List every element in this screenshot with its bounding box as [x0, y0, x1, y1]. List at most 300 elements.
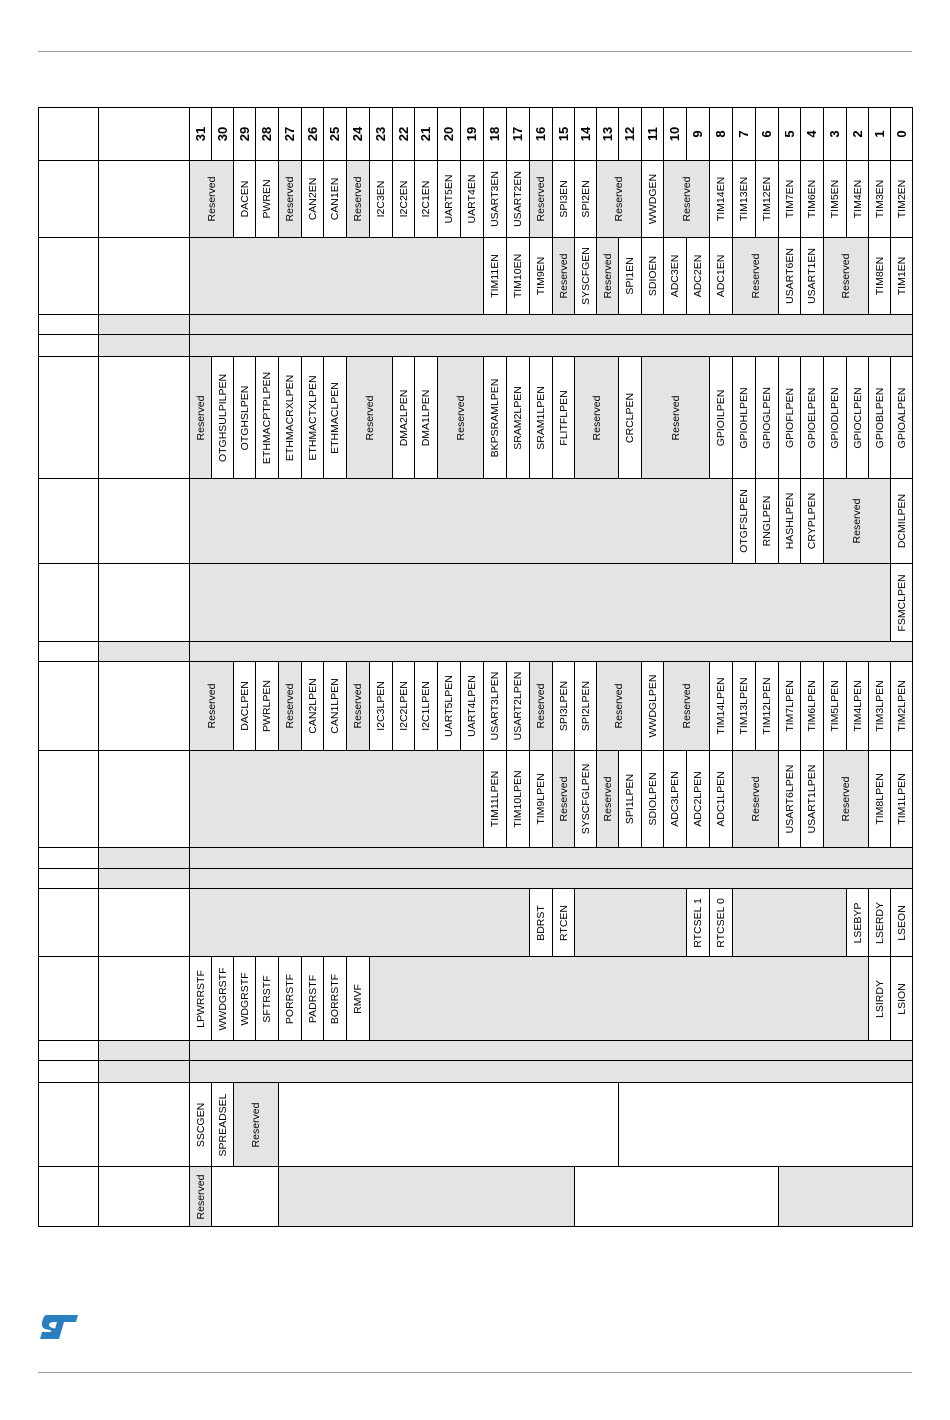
field-label: 5: [781, 130, 797, 138]
field-label: 1: [871, 130, 887, 138]
register-name-cell: [98, 314, 190, 335]
bit-field: [506, 661, 530, 751]
register-name-cell: [98, 334, 190, 357]
bit-field: [641, 160, 664, 238]
reserved-field: [596, 750, 619, 848]
field-label: HASHLPEN: [783, 492, 796, 550]
bit-number-header: [618, 107, 642, 161]
offset-cell: [38, 563, 99, 642]
bit-field: [301, 661, 324, 751]
bit-field: [846, 160, 869, 238]
spacer-row: [189, 1040, 913, 1061]
field-label: TIM10EN: [512, 253, 524, 299]
bit-field: [823, 661, 847, 751]
bit-field: [552, 160, 575, 238]
field-label: GPIOHLPEN: [738, 386, 750, 449]
field-label: Reserved: [352, 683, 364, 729]
offset-cell: [38, 888, 99, 957]
field-label: CAN1LPEN: [329, 678, 341, 734]
bit-field: [890, 356, 913, 479]
offset-cell: [38, 1166, 99, 1227]
reserved-field: [278, 160, 302, 238]
bit-field: [618, 356, 642, 479]
field-label: FLITFLPEN: [557, 389, 570, 446]
bit-number-header: [846, 107, 869, 161]
field-label: TIM1LPEN: [895, 773, 908, 825]
bit-field: [552, 661, 575, 751]
bit-field: [778, 750, 801, 848]
field-label: USART2LPEN: [512, 671, 524, 741]
field-label: GPIOILPEN: [715, 389, 727, 446]
field-label: Reserved: [840, 776, 852, 822]
reserved-field: [823, 750, 869, 848]
st-logo: [38, 1312, 80, 1342]
register-name-cell: [98, 478, 190, 564]
offset-cell: [38, 661, 99, 751]
bit-field: [686, 888, 710, 957]
bit-field: [890, 888, 913, 957]
field-label: Reserved: [601, 776, 614, 822]
field-label: TIM11EN: [489, 254, 501, 298]
bit-field: [574, 160, 597, 238]
field-label: WWDGRSTF: [216, 967, 229, 1030]
bit-field: [233, 356, 256, 479]
field-label: SRAM1LPEN: [535, 385, 547, 450]
field-label: TIM3EN: [873, 179, 886, 219]
bit-number-header: [211, 107, 234, 161]
field-label: WDGRSTF: [238, 971, 251, 1026]
offset-cell: [38, 956, 99, 1041]
field-label: ETHMACLPEN: [329, 381, 341, 454]
offset-cell: [38, 356, 99, 479]
bit-field: [890, 563, 913, 642]
register-name-cell: [98, 750, 190, 848]
register-name-cell: [98, 160, 190, 238]
field-label: GPIOBLPEN: [873, 387, 886, 448]
field-label: OTGHSULPILPEN: [216, 373, 229, 462]
field-label: 15: [555, 126, 571, 142]
field-label: RNGLPEN: [761, 495, 773, 547]
field-label: TIM9LPEN: [535, 773, 547, 825]
offset-cell: [38, 1040, 99, 1061]
field-label: 22: [395, 126, 411, 142]
empty-field: [778, 1166, 913, 1227]
field-label: SSCGEN: [194, 1102, 207, 1147]
field-label: GPIOGLPEN: [761, 386, 773, 449]
bit-field: [414, 160, 438, 238]
field-label: TIM2LPEN: [895, 680, 908, 732]
bit-field: [369, 160, 393, 238]
field-label: 23: [373, 126, 388, 142]
bit-number-header: [392, 107, 415, 161]
field-label: TIM13EN: [738, 176, 750, 222]
bit-field: [392, 661, 415, 751]
bit-field: [233, 956, 256, 1041]
field-label: GPIODLPEN: [829, 386, 841, 449]
reserved-field: [278, 661, 302, 751]
field-label: I2C3EN: [375, 180, 387, 218]
bit-field: [392, 356, 415, 479]
reserved-field: [189, 1166, 212, 1227]
bit-field: [255, 160, 279, 238]
bit-field: [211, 956, 234, 1041]
field-label: SYSCFGEN: [579, 247, 592, 305]
field-label: Reserved: [363, 395, 376, 440]
field-label: SPREADSEL: [216, 1092, 229, 1157]
field-label: USART6LPEN: [783, 764, 796, 834]
bit-number-header: [189, 107, 212, 161]
bit-field: [255, 356, 279, 479]
field-label: UART4LPEN: [466, 675, 478, 737]
field-label: SPI1LPEN: [624, 773, 636, 825]
field-label: Reserved: [557, 776, 570, 822]
empty-field: [574, 888, 687, 957]
field-label: GPIOFLPEN: [783, 387, 796, 448]
field-label: DMA1LPEN: [420, 389, 432, 446]
empty-field: [189, 888, 530, 957]
register-name-cell: [98, 237, 190, 315]
bit-number-header: [552, 107, 575, 161]
bit-field: [755, 356, 779, 479]
bit-field: [641, 750, 664, 848]
field-label: TIM2EN: [895, 179, 908, 219]
offset-cell: [38, 1060, 99, 1083]
field-label: LSERDY: [873, 901, 886, 944]
bit-field: [483, 750, 507, 848]
field-label: TIM5EN: [829, 179, 841, 219]
field-label: USART1LPEN: [806, 764, 818, 834]
bit-field: [323, 661, 347, 751]
field-label: 10: [667, 126, 682, 142]
bit-field: [574, 237, 597, 315]
bit-field: [437, 160, 461, 238]
field-label: I2C3LPEN: [375, 681, 387, 731]
field-label: Reserved: [284, 683, 296, 729]
bit-field: [483, 237, 507, 315]
offset-cell: [38, 847, 99, 869]
bit-field: [255, 956, 279, 1041]
reserved-field: [529, 661, 553, 751]
field-label: RTCSEL 0: [715, 897, 727, 948]
reserved-field: [189, 356, 212, 479]
field-label: GPIOELPEN: [806, 387, 818, 448]
register-name-cell: [98, 1166, 190, 1227]
reserved-field: [346, 356, 393, 479]
field-label: 26: [304, 126, 320, 142]
field-label: Reserved: [205, 683, 218, 729]
register-name-cell: [98, 1082, 190, 1167]
field-label: ETHMACRXLPEN: [284, 374, 296, 461]
field-label: I2C2LPEN: [397, 681, 410, 731]
bit-field: [663, 750, 687, 848]
bit-field: [709, 661, 733, 751]
reserved-field: [663, 160, 710, 238]
bit-field: [709, 160, 733, 238]
bit-field: [323, 356, 347, 479]
bit-field: [618, 750, 642, 848]
bit-field: [846, 356, 869, 479]
bit-number-header: [868, 107, 891, 161]
field-label: TIM14EN: [715, 176, 727, 222]
empty-field: [189, 750, 484, 848]
bit-number-header: [414, 107, 438, 161]
field-label: TIM11LPEN: [489, 770, 501, 828]
bit-field: [278, 356, 302, 479]
bit-field: [890, 478, 913, 564]
bit-number-header: [460, 107, 484, 161]
bit-number-header: [323, 107, 347, 161]
bit-field: [189, 956, 212, 1041]
field-label: Reserved: [557, 253, 570, 299]
bit-field: [211, 356, 234, 479]
field-label: 2: [849, 130, 865, 138]
bit-field: [890, 956, 913, 1041]
register-name-cell: [98, 661, 190, 751]
offset-cell: [38, 750, 99, 848]
register-name-cell: [98, 868, 190, 889]
bit-field: [800, 237, 824, 315]
field-label: SDIOEN: [646, 255, 659, 297]
bit-field: [823, 356, 847, 479]
field-label: USART2EN: [512, 171, 524, 227]
bit-number-header: [686, 107, 710, 161]
field-label: Reserved: [613, 176, 625, 222]
field-label: OTGHSLPEN: [238, 385, 251, 450]
field-label: I2C2EN: [397, 180, 410, 218]
field-label: Reserved: [535, 683, 547, 729]
register-name-cell: [98, 563, 190, 642]
bit-field: [278, 956, 302, 1041]
field-label: Reserved: [535, 176, 547, 222]
register-name-cell: [98, 888, 190, 957]
bit-field: [686, 237, 710, 315]
field-label: Reserved: [749, 253, 762, 299]
bit-field: [755, 160, 779, 238]
field-label: OTGFSLPEN: [738, 489, 750, 553]
bit-number-header: [483, 107, 507, 161]
offset-cell: [38, 868, 99, 889]
bit-field: [255, 661, 279, 751]
field-label: BKPSRAMLPEN: [489, 378, 501, 457]
field-label: 12: [622, 126, 637, 142]
field-label: Reserved: [680, 176, 693, 222]
register-header-cell: [98, 107, 190, 161]
empty-field: [369, 956, 869, 1041]
field-label: SDIOLPEN: [646, 772, 659, 826]
bit-field: [868, 356, 891, 479]
bit-number-header: [663, 107, 687, 161]
reserved-field: [596, 237, 619, 315]
bit-field: [506, 237, 530, 315]
bit-field: [663, 237, 687, 315]
reserved-field: [823, 237, 869, 315]
bit-field: [778, 478, 801, 564]
bit-number-header: [346, 107, 370, 161]
bit-field: [755, 478, 779, 564]
bit-field: [460, 661, 484, 751]
bit-field: [890, 661, 913, 751]
bit-field: [641, 237, 664, 315]
bit-field: [618, 237, 642, 315]
field-label: TIM8EN: [873, 256, 886, 296]
field-label: 29: [236, 126, 252, 142]
field-label: Reserved: [194, 395, 207, 440]
bit-field: [211, 1082, 234, 1167]
field-label: UART5EN: [443, 174, 455, 224]
bit-field: [709, 750, 733, 848]
offset-cell: [38, 478, 99, 564]
offset-cell: [38, 1082, 99, 1167]
bottom-rule: [38, 1372, 912, 1373]
empty-field: [278, 1082, 619, 1167]
field-label: PWREN: [261, 179, 273, 219]
bit-number-header: [529, 107, 553, 161]
bit-field: [823, 160, 847, 238]
bit-field: [709, 237, 733, 315]
bit-field: [437, 661, 461, 751]
field-label: LSIRDY: [873, 979, 886, 1018]
field-label: FSMCLPEN: [895, 573, 908, 632]
bit-field: [506, 356, 530, 479]
offset-cell: [38, 641, 99, 662]
bit-field: [574, 750, 597, 848]
reserved-field: [233, 1082, 279, 1167]
bit-field: [800, 478, 824, 564]
bit-field: [233, 661, 256, 751]
field-label: I2C1LPEN: [420, 681, 432, 731]
reserved-field: [641, 356, 710, 479]
reserved-field: [529, 160, 553, 238]
bit-field: [301, 160, 324, 238]
register-name-cell: [98, 1040, 190, 1061]
register-name-cell: [98, 1060, 190, 1083]
field-label: SPI2EN: [579, 180, 592, 218]
field-label: 8: [713, 130, 728, 138]
field-label: TIM7EN: [783, 179, 796, 219]
field-label: CAN2EN: [306, 177, 319, 221]
field-label: TIM1EN: [895, 256, 908, 296]
bit-field: [369, 661, 393, 751]
field-label: I2C1EN: [420, 180, 432, 218]
bit-field: [709, 888, 733, 957]
field-label: SPI1EN: [624, 257, 636, 295]
empty-field: [189, 563, 891, 642]
offset-cell: [38, 160, 99, 238]
bit-field: [414, 661, 438, 751]
field-label: CAN1EN: [329, 177, 341, 221]
field-label: 18: [487, 126, 502, 142]
field-label: 13: [599, 126, 615, 142]
field-label: Reserved: [590, 395, 603, 440]
field-label: Reserved: [669, 395, 682, 440]
field-label: USART1EN: [806, 248, 818, 304]
offset-header-cell: [38, 107, 99, 161]
field-label: Reserved: [284, 176, 296, 222]
field-label: SYSCFGLPEN: [579, 763, 592, 835]
field-label: SRAM2LPEN: [512, 385, 524, 450]
field-label: UART5LPEN: [443, 675, 455, 737]
spacer-row: [189, 334, 913, 357]
field-label: 11: [644, 127, 660, 141]
empty-field: [211, 1166, 279, 1227]
bit-field: [800, 750, 824, 848]
reserved-field: [574, 356, 619, 479]
field-label: 30: [214, 126, 230, 142]
spacer-row: [189, 641, 913, 662]
field-label: SPI3EN: [557, 180, 570, 218]
bit-field: [709, 356, 733, 479]
bit-number-header: [369, 107, 393, 161]
empty-field: [732, 888, 847, 957]
empty-field: [278, 1166, 575, 1227]
field-label: TIM8LPEN: [873, 773, 886, 825]
field-label: Reserved: [454, 395, 467, 440]
field-label: RMVF: [352, 983, 364, 1014]
field-label: SFTRSTF: [261, 974, 273, 1023]
field-label: LPWRRSTF: [194, 969, 207, 1028]
field-label: 0: [893, 130, 909, 138]
bit-field: [890, 750, 913, 848]
bit-field: [392, 160, 415, 238]
bit-field: [868, 956, 891, 1041]
field-label: DACEN: [238, 180, 251, 218]
bit-number-header: [755, 107, 779, 161]
field-label: Reserved: [680, 683, 693, 729]
field-label: Reserved: [352, 176, 364, 222]
field-label: BDRST: [535, 904, 547, 941]
field-label: GPIOALPEN: [895, 387, 908, 448]
field-label: ADC3LPEN: [669, 771, 681, 827]
field-label: 4: [804, 130, 819, 138]
spacer-row: [189, 1060, 913, 1083]
bit-number-header: [800, 107, 824, 161]
field-label: DACLPEN: [238, 681, 251, 731]
bit-field: [732, 356, 756, 479]
field-label: 14: [577, 126, 593, 142]
empty-field: [189, 478, 733, 564]
field-label: Reserved: [851, 498, 863, 544]
bit-field: [800, 661, 824, 751]
field-label: ADC2EN: [692, 254, 704, 298]
field-label: ADC1EN: [715, 254, 727, 298]
field-label: Reserved: [601, 253, 614, 299]
field-label: LSION: [895, 982, 908, 1015]
field-label: 19: [464, 126, 479, 142]
field-label: PWRLPEN: [261, 680, 273, 732]
bit-field: [483, 160, 507, 238]
field-label: TIM4EN: [851, 179, 864, 219]
field-label: CAN2LPEN: [306, 678, 319, 734]
register-name-cell: [98, 956, 190, 1041]
field-label: Reserved: [749, 776, 762, 822]
field-label: 7: [736, 130, 751, 138]
bit-number-header: [301, 107, 324, 161]
field-label: Reserved: [840, 253, 852, 299]
empty-field: [189, 237, 484, 315]
field-label: Reserved: [205, 176, 218, 222]
reserved-field: [732, 237, 779, 315]
bit-number-header: [823, 107, 847, 161]
field-label: Reserved: [613, 683, 625, 729]
bit-field: [732, 661, 756, 751]
field-label: 24: [350, 126, 365, 142]
bit-number-header: [574, 107, 597, 161]
field-label: 28: [259, 126, 274, 142]
field-label: USART6EN: [783, 248, 796, 304]
reserved-field: [346, 160, 370, 238]
bit-field: [732, 478, 756, 564]
bit-field: [552, 888, 575, 957]
